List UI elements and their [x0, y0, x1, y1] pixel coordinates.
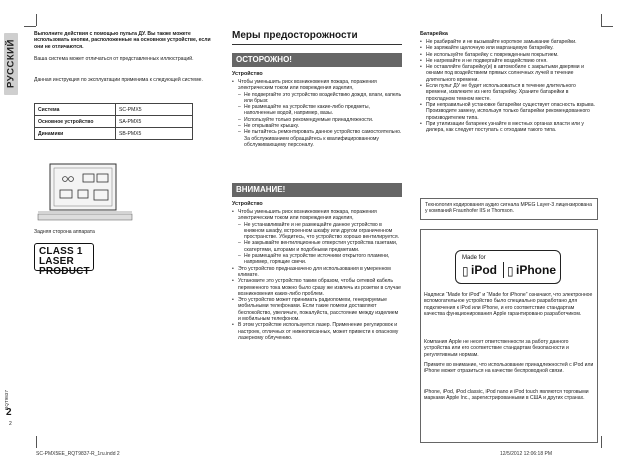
mpeg-license-box	[420, 198, 598, 220]
page-number-large: 2	[6, 407, 12, 418]
ipod-para-3: Примите во внимание, что использование принадлежностей с iPod или iPhone может отразиться на качестве беспроводной связи.	[424, 362, 594, 375]
table-cell-model: SC-PMX5	[116, 104, 193, 116]
caution-list	[232, 209, 402, 341]
list-item: • Не используйте батарейку с поврежденным покрытием.	[420, 52, 598, 58]
list-item: • Чтобы уменьшить риск возникновения пожара, поражения электрическим током или повреждения изделия,	[232, 209, 402, 222]
document-code: RQT9837	[4, 390, 9, 410]
list-item: – Используйте только рекомендуемые принадлежности.	[232, 117, 402, 123]
table-cell-label: Система	[35, 104, 116, 116]
warning-sub: Устройство	[232, 71, 263, 77]
list-item: • Не заряжайте щелочную или марганцевую батарейку.	[420, 45, 598, 51]
footer-left: SC-PMX5EE_RQT9837-R_1ru.indd 2	[36, 451, 120, 457]
list-item: • Чтобы уменьшить риск возникновения пожара, поражения электрическим током или повреждения изделия,	[232, 79, 402, 92]
crop-mark	[601, 14, 602, 26]
crop-mark	[24, 26, 36, 27]
class1-line2: LASER PRODUCT	[39, 256, 90, 277]
badge-iphone: iPhone	[516, 263, 557, 277]
class1-laser-label	[34, 243, 94, 277]
ipod-para-1: Надписи “Made for iPod” и “Made for iPhone” означают, что электронное вспомогательное устройство было специально разработано для подключения к iPod или iPhone, и его соответствие стандартам качества функционирования Apple гарантировано разработчиком.	[424, 292, 593, 317]
ipod-para-2: Компания Apple не несет ответственности за работу данного устройства или его соответствие стандартам безопасности и регулятивным нормам.	[424, 339, 569, 358]
class1-line1: CLASS 1	[39, 246, 83, 257]
language-tab-label: РУССКИЙ	[5, 39, 17, 89]
badge-made-for: Made for	[462, 255, 486, 261]
list-item: • Если пульт ДУ не будет использоваться в течение длительного времени, извлеките из него батарейку. Храните батарейки в прохладном темном месте.	[420, 83, 598, 102]
title-rule	[232, 44, 402, 45]
ipod-icon: ▯	[462, 264, 469, 278]
rear-panel-illustration	[34, 160, 136, 226]
caution-sub: Устройство	[232, 201, 263, 207]
intro-line2: Данная инструкция по эксплуатации применима к следующей системе.	[34, 77, 203, 83]
table-cell-label: Динамики	[35, 128, 116, 140]
crop-mark	[601, 26, 613, 27]
list-item: – Не подвергайте это устройство воздействию дождя, влаги, капель или брызг.	[232, 92, 402, 105]
list-item: – Не открывайте крышку.	[232, 123, 402, 129]
system-table	[34, 103, 193, 140]
table-cell-label: Основное устройство	[35, 116, 116, 128]
intro-bold: Выполните действия с помощью пульта ДУ. Вы также можете использовать кнопки, расположенные на основном устройстве, если они не отличаются.	[34, 31, 211, 50]
ipod-para-4: iPhone, iPod, iPod classic, iPod nano и iPod touch являются торговыми марками Apple Inc., зарегистрированными в США и других странах.	[424, 389, 589, 402]
language-tab	[4, 33, 18, 95]
list-item: – Не размещайте на устройстве источники открытого пламени, например, горящие свечи.	[232, 253, 402, 266]
list-item: • При неправильной установке батарейки существует опасность взрыва. Производите замену, используя только батарейки рекомендованного производителем типа.	[420, 102, 598, 121]
list-item: • В этом устройстве используется лазер. Применение регулировок и настроек, отличных от нижеописанных, может привести к опасному лазерному облучению.	[232, 322, 402, 341]
made-for-ipod-badge	[455, 250, 561, 284]
page-number-small: 2	[9, 421, 12, 427]
list-item: – Не пытайтесь ремонтировать данное устройство самостоятельно. За обслуживанием обращайтесь к квалифицированному обслуживающему персоналу.	[232, 129, 402, 148]
list-item: • Не разбирайте и не вызывайте короткое замыкание батарейки.	[420, 39, 598, 45]
intro-line1: Ваша система может отличаться от представленных иллюстраций.	[34, 56, 194, 62]
table-row	[35, 116, 193, 128]
battery-list	[420, 39, 598, 133]
list-item: • Не оставляйте батарейку(и) в автомобиле с закрытыми дверями и окнами под воздействием прямых солнечных лучей в течение длительного времени.	[420, 64, 598, 83]
list-item: • Это устройство может принимать радиопомехи, генерируемые мобильными телефонами. Если такие помехи доставляют беспокойство, увеличьте, пожалуйста, расстояние между изделием и мобильным телефоном.	[232, 297, 402, 322]
list-item: – Не устанавливайте и не размещайте данное устройство в книжном шкафу, встроенном шкафу или другом ограниченном пространстве. Убедитесь, что устройство хорошо вентилируется.	[232, 222, 402, 241]
crop-mark	[36, 436, 37, 448]
rear-caption: Задняя сторона аппарата	[34, 229, 95, 235]
list-item: • При утилизации батареек узнайте в местных органах власти или у дилера, как следует поступать с отходами такого типа.	[420, 121, 598, 134]
crop-mark	[601, 436, 602, 448]
list-item: • Установите это устройство таким образом, чтобы сетевой кабель переменного тока можно было сразу же извлечь из розетки в случае возникновения каких-либо проблем.	[232, 278, 402, 297]
list-item: – Не размещайте на устройстве какие-либо предметы, наполненные водой, например, вазы.	[232, 104, 402, 117]
iphone-icon: ▯	[507, 264, 514, 278]
warning-list	[232, 79, 402, 148]
table-cell-model: SB-PMX5	[116, 128, 193, 140]
badge-divider	[503, 262, 504, 278]
section-title: Меры предосторожности	[232, 30, 358, 41]
mpeg-license-text: Технология кодирования аудио сигнала MPEG Layer-3 лицензирована у компаний Fraunhofer IIS и Thomson.	[425, 202, 592, 215]
table-row	[35, 104, 193, 116]
table-row	[35, 128, 193, 140]
badge-ipod: iPod	[471, 263, 497, 277]
list-item: • Не нагревайте и не подвергайте воздействию огня.	[420, 58, 598, 64]
caution-banner: ВНИМАНИЕ!	[232, 183, 402, 197]
battery-sub: Батарейка	[420, 31, 448, 37]
footer-right: 12/5/2012 12:06:18 PM	[500, 451, 552, 457]
warning-banner: ОСТОРОЖНО!	[232, 53, 402, 67]
crop-mark	[36, 14, 37, 26]
list-item: • Это устройство предназначено для использования в умеренном климате.	[232, 266, 402, 279]
table-cell-model: SA-PMX5	[116, 116, 193, 128]
list-item: – Не закрывайте вентиляционные отверстия устройства газетами, скатертями, шторами и подобными предметами.	[232, 240, 402, 253]
